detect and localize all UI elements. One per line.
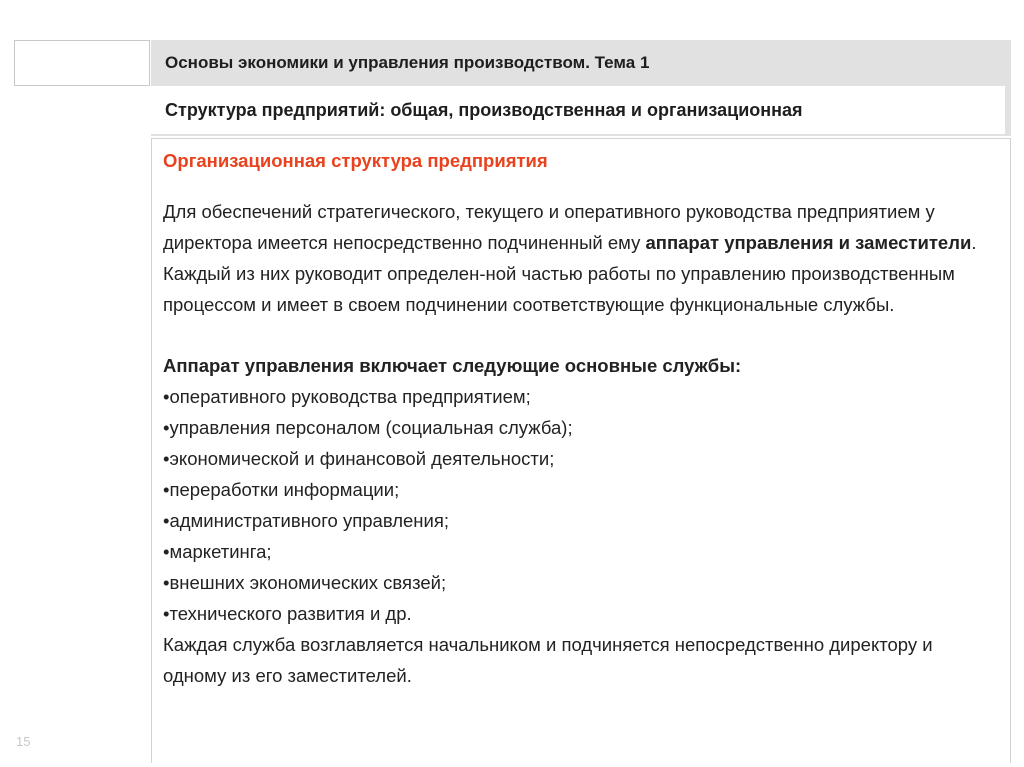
header-band	[151, 40, 1011, 86]
list-item: •технического развития и др.	[163, 603, 412, 624]
content-panel	[151, 138, 1011, 763]
list-item: •маркетинга;	[163, 541, 272, 562]
list-item: •переработки информации;	[163, 479, 400, 500]
subheader-band	[151, 86, 1011, 136]
intro-text-2: . Каждый из них руководит определен-ной частью работы по управлению производственным процессом и имеет в своем подчинении соответствующие функциональные службы.	[163, 232, 977, 315]
list-item: •оперативного руководства предприятием;	[163, 386, 531, 407]
closing-paragraph: Каждая служба возглавляется начальником и подчиняется непосредственно директору и одному из его заместителей.	[163, 634, 933, 686]
content-body	[163, 148, 993, 691]
section-title: Организационная структура предприятия	[163, 150, 548, 171]
intro-text-1: Для обеспечений стратегического, текущего и оперативного руководства предприятием у директора имеется непосредственно подчиненный ему	[163, 201, 935, 253]
services-list	[163, 381, 993, 629]
course-title: Основы экономики и управления производством. Тема 1	[165, 53, 650, 72]
list-heading: Аппарат управления включает следующие основные службы:	[163, 355, 742, 376]
list-item: •экономической и финансовой деятельности;	[163, 448, 555, 469]
list-item: •управления персоналом (социальная служба);	[163, 417, 573, 438]
topic-title: Структура предприятий: общая, производственная и организационная	[165, 100, 803, 120]
list-item: •административного управления;	[163, 510, 450, 531]
intro-paragraph	[163, 196, 993, 320]
page-number: 15	[16, 734, 31, 749]
intro-bold-term: аппарат управления и заместители	[645, 232, 972, 253]
list-item: •внешних экономических связей;	[163, 572, 447, 593]
corner-box	[14, 40, 150, 86]
